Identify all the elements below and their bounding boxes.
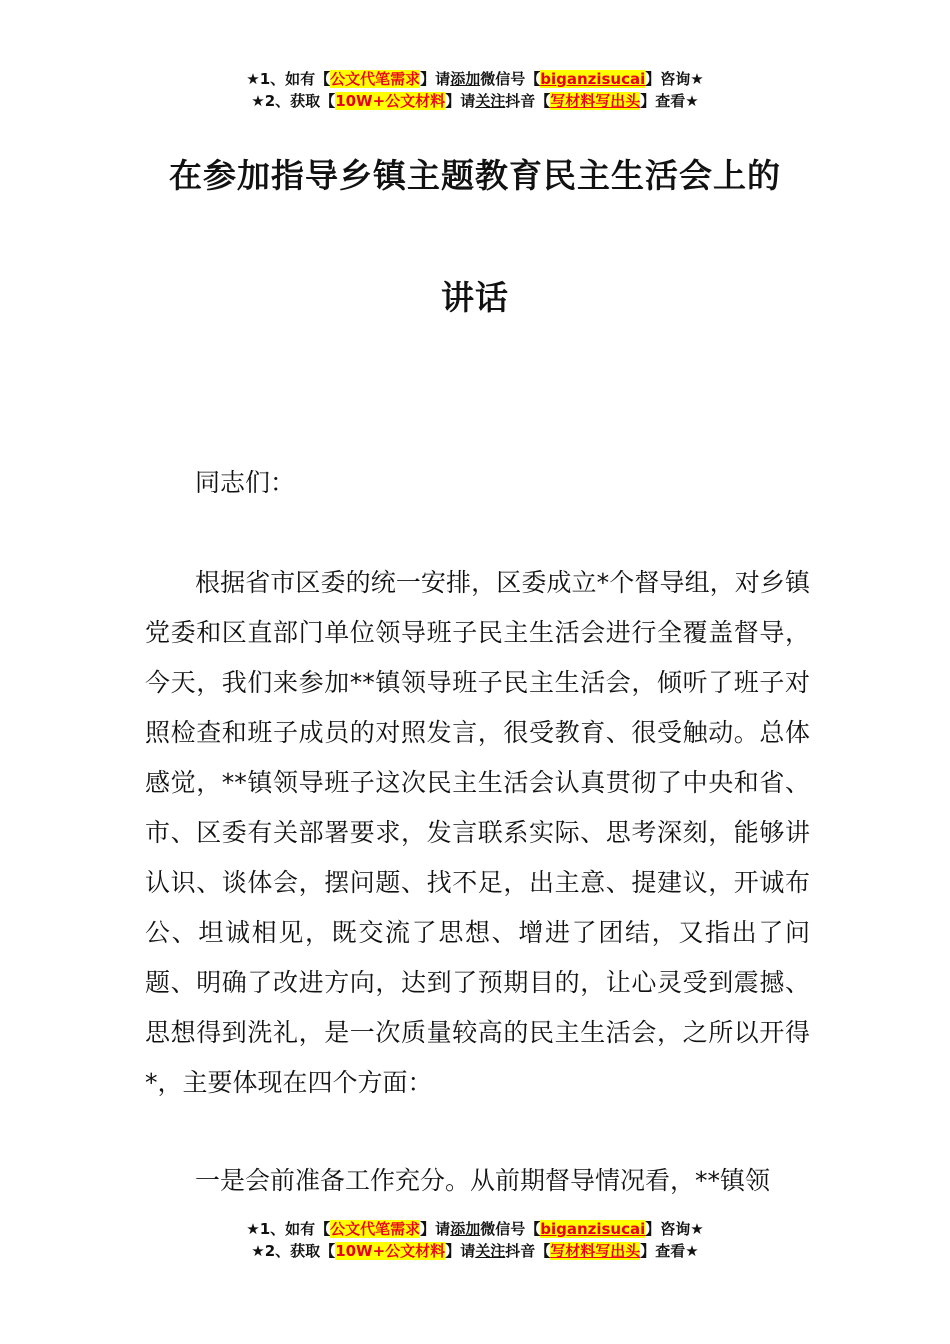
footer-banner [0,1218,950,1262]
banner-underline: 添加 [450,1220,481,1238]
banner-highlight: 公文代笔需求 [330,70,421,88]
banner-line-2 [0,90,950,112]
banner-highlight: 10W+公文材料 [335,92,446,110]
banner-wechat-id: biganzisucai [540,1220,646,1238]
banner-underline: 关注 [475,92,506,110]
paragraph-text: 根据省市区委的统一安排，区委成立*个督导组，对乡镇党委和区直部门单位领导班子民主生活会进行全覆盖督导，今天，我们来参加**镇领导班子民主生活会，倾听了班子对照检查和班子成员的对照发言，很受教育、很受触动。总体感觉，**镇领导班子这次民主生活会认真贯彻了中央和省、市、区委有关部署要求，发言联系实际、思考深刻，能够讲认识、谈体会，摆问题、找不足，出主意、提建议，开诚布公、坦诚相见，既交流了思想、增进了团结，又指出了问题、明确了改进方向，达到了预期目的，让心灵受到震撼、思想得到洗礼，是一次质量较高的民主生活会，之所以开得*，主要体现在四个方面： [145,568,810,1097]
banner-text: 】请 [420,1220,451,1238]
paragraph-text: 一是会前准备工作充分。从前期督导情况看，**镇领 [195,1166,771,1195]
banner-text: 】咨询★ [645,70,704,88]
banner-text: 抖音【 [505,92,551,110]
banner-text: 】请 [420,70,451,88]
paragraph-2 [145,1156,810,1206]
header-banner [0,68,950,112]
banner-text: 】咨询★ [645,1220,704,1238]
banner-underline: 添加 [450,70,481,88]
banner-highlight: 10W+公文材料 [335,1242,446,1260]
banner-text: ★1、如有【 [246,70,331,88]
salutation [145,458,810,508]
banner-text: 】请 [445,1242,476,1260]
banner-text: ★2、获取【 [251,1242,336,1260]
salutation-text: 同志们： [195,468,296,497]
banner-text: 微信号【 [480,70,541,88]
document-title-line-2: 讲话 [441,278,509,317]
banner-line-2 [0,1240,950,1262]
banner-wechat-id: biganzisucai [540,70,646,88]
banner-text: 】查看★ [640,1242,699,1260]
banner-underline: 关注 [475,1242,506,1260]
paragraph-1 [145,558,810,1108]
banner-line-1 [0,68,950,90]
banner-douyin-id: 写材料写出头 [550,1242,641,1260]
document-title-line-1: 在参加指导乡镇主题教育民主生活会上的 [169,156,781,195]
banner-highlight: 公文代笔需求 [330,1220,421,1238]
banner-text: 微信号【 [480,1220,541,1238]
banner-text: ★2、获取【 [251,92,336,110]
banner-text: 】查看★ [640,92,699,110]
banner-text: ★1、如有【 [246,1220,331,1238]
banner-douyin-id: 写材料写出头 [550,92,641,110]
banner-text: 抖音【 [505,1242,551,1260]
banner-line-1 [0,1218,950,1240]
banner-text: 】请 [445,92,476,110]
